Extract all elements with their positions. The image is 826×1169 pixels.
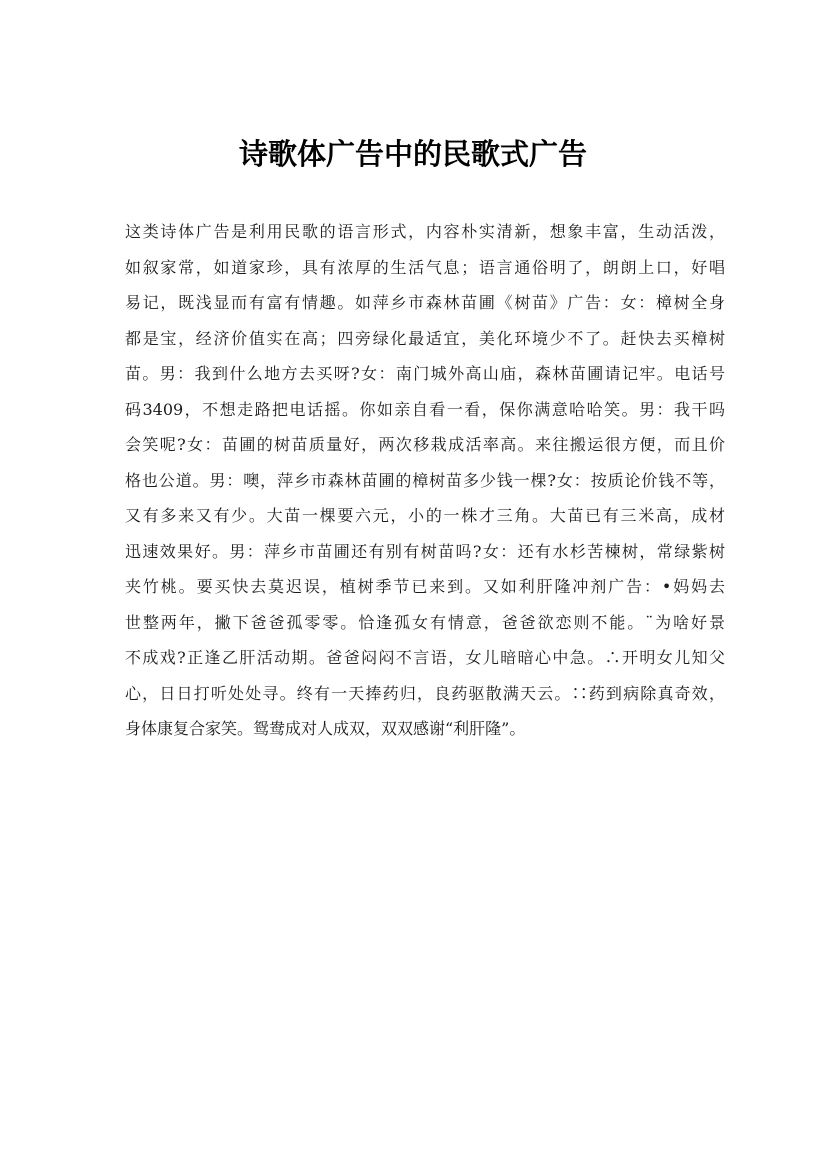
body-line-7: 会笑呢?女：苗圃的树苗质量好，两次移栽成活率高。来往搬运很方便，而且价 [125, 435, 725, 454]
body-line-15: 身体康复合家笑。鸳鸯成对人成双，双双感谢“利肝隆”。 [125, 719, 526, 738]
body-line-8: 格也公道。男：噢，萍乡市森林苗圃的樟树苗多少钱一棵?女：按质论价钱不等， [125, 470, 725, 490]
body-line-10: 迅速效果好。男：萍乡市苗圃还有别有树苗吗?女：还有水杉苦楝树，常绿紫树 [125, 541, 725, 561]
body-line-13: 不成戏?正逢乙肝活动期。爸爸闷闷不言语，女儿暗暗心中急。∴开明女儿知父 [125, 648, 725, 667]
body-line-6: 码3409，不想走路把电话摇。你如亲自看一看，保你满意哈哈笑。男：我干吗 [125, 399, 725, 419]
body-line-3: 易记，既浅显而有富有情趣。如萍乡市森林苗圃《树苗》广告：女：樟树全身 [125, 293, 725, 312]
body-line-12: 世整两年，撇下爸爸孤零零。恰逢孤女有情意，爸爸欲恋则不能。¨为啥好景 [125, 612, 725, 632]
body-line-11: 夹竹桃。要买快去莫迟误，植树季节已来到。又如利肝隆冲剂广告：•妈妈去 [125, 577, 725, 596]
document-title: 诗歌体广告中的民歌式广告 [238, 137, 587, 172]
document-body [125, 214, 725, 747]
body-line-5: 苗。男：我到什么地方去买呀?女：南门城外高山庙，森林苗圃请记牢。电话号 [125, 364, 725, 383]
body-line-9: 又有多来又有少。大苗一棵要六元，小的一株才三角。大苗已有三米高，成材 [125, 506, 725, 525]
body-line-2: 如叙家常，如道家珍，具有浓厚的生活气息；语言通俗明了，朗朗上口，好唱 [125, 257, 725, 277]
body-line-4: 都是宝，经济价值实在高；四旁绿化最适宜，美化环境少不了。赶快去买樟树 [125, 328, 725, 348]
body-line-14: 心，日日打听处处寻。终有一天捧药归，良药驱散满天云。∷药到病除真奇效， [125, 683, 725, 703]
body-line-1: 这类诗体广告是利用民歌的语言形式，内容朴实清新，想象丰富，生动活泼， [125, 222, 725, 241]
